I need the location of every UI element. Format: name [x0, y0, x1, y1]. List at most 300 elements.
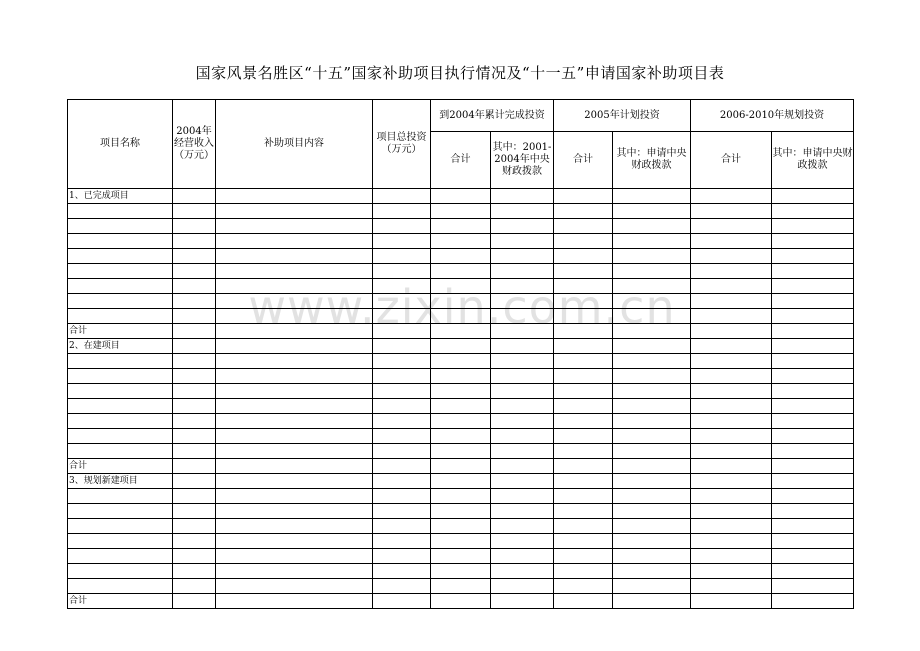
table-cell [554, 294, 613, 309]
table-cell [373, 369, 431, 384]
table-cell [491, 234, 554, 249]
table-cell [173, 309, 216, 324]
table-cell [173, 294, 216, 309]
table-cell [373, 189, 431, 204]
table-cell [431, 219, 491, 234]
table-cell [216, 249, 373, 264]
table-cell [373, 309, 431, 324]
table-row [68, 204, 854, 219]
table-cell [216, 384, 373, 399]
table-row [68, 594, 854, 609]
table-cell [216, 564, 373, 579]
table-cell [613, 414, 691, 429]
row-label [68, 204, 173, 219]
table-cell [772, 294, 854, 309]
table-cell [373, 219, 431, 234]
table-cell [491, 429, 554, 444]
row-label [68, 429, 173, 444]
table-cell [491, 444, 554, 459]
row-label [68, 264, 173, 279]
header-project-name: 项目名称 [68, 100, 173, 189]
table-cell [491, 504, 554, 519]
table-cell [491, 519, 554, 534]
table-cell [431, 489, 491, 504]
watermark: www.zixin.com.cn [248, 280, 676, 334]
table-cell [772, 384, 854, 399]
table-cell [216, 354, 373, 369]
table-cell [216, 339, 373, 354]
table-cell [173, 429, 216, 444]
table-cell [491, 459, 554, 474]
table-cell [491, 219, 554, 234]
table-cell [691, 519, 772, 534]
table-cell [491, 249, 554, 264]
table-cell [554, 279, 613, 294]
table-cell [491, 384, 554, 399]
table-cell [216, 459, 373, 474]
table-cell [491, 294, 554, 309]
table-cell [431, 519, 491, 534]
table-row [68, 309, 854, 324]
table-cell [491, 189, 554, 204]
table-cell [554, 414, 613, 429]
table-cell [613, 579, 691, 594]
table-cell [613, 279, 691, 294]
table-row [68, 369, 854, 384]
table-cell [373, 294, 431, 309]
row-label [68, 249, 173, 264]
row-label [68, 294, 173, 309]
table-cell [691, 264, 772, 279]
table-cell [431, 339, 491, 354]
table-cell [373, 324, 431, 339]
table-cell [613, 444, 691, 459]
table-cell [691, 429, 772, 444]
table-cell [173, 339, 216, 354]
table-cell [554, 444, 613, 459]
table-row [68, 474, 854, 489]
table-cell [613, 219, 691, 234]
table-cell [691, 204, 772, 219]
table-cell [173, 324, 216, 339]
table-cell [373, 249, 431, 264]
table-cell [216, 594, 373, 609]
table-cell [491, 579, 554, 594]
table-cell [431, 474, 491, 489]
header-plan-2006-2010: 2006-2010年规划投资 [691, 100, 854, 132]
row-label: 合计 [68, 594, 173, 609]
table-cell [691, 384, 772, 399]
header-income-2004: 2004年经营收入（万元） [173, 100, 216, 189]
table-cell [173, 534, 216, 549]
table-cell [431, 309, 491, 324]
table-cell [216, 234, 373, 249]
table-cell [373, 594, 431, 609]
table-cell [216, 519, 373, 534]
table-cell [173, 354, 216, 369]
table-cell [373, 579, 431, 594]
table-cell [431, 429, 491, 444]
table-cell [216, 429, 373, 444]
table-cell [554, 369, 613, 384]
table-cell [431, 414, 491, 429]
table-cell [173, 414, 216, 429]
table-cell [772, 444, 854, 459]
table-cell [691, 249, 772, 264]
table-row [68, 549, 854, 564]
header-sub-total: 合计 [431, 132, 491, 189]
table-cell [554, 399, 613, 414]
table-cell [373, 339, 431, 354]
row-label [68, 504, 173, 519]
table-cell [613, 294, 691, 309]
table-cell [373, 384, 431, 399]
table-row [68, 414, 854, 429]
table-row [68, 429, 854, 444]
table-cell [772, 504, 854, 519]
table-cell [613, 264, 691, 279]
table-cell [216, 474, 373, 489]
table-cell [691, 534, 772, 549]
table-cell [613, 459, 691, 474]
table-cell [772, 204, 854, 219]
row-label [68, 309, 173, 324]
row-label [68, 534, 173, 549]
table-cell [431, 594, 491, 609]
table-cell [772, 219, 854, 234]
table-cell [554, 594, 613, 609]
table-cell [173, 264, 216, 279]
table-cell [431, 354, 491, 369]
table-cell [554, 354, 613, 369]
row-label [68, 279, 173, 294]
table-cell [772, 414, 854, 429]
table-cell [216, 309, 373, 324]
table-cell [373, 504, 431, 519]
table-cell [431, 504, 491, 519]
table-cell [491, 369, 554, 384]
row-label [68, 234, 173, 249]
table-cell [554, 534, 613, 549]
table-cell [691, 489, 772, 504]
table-row [68, 324, 854, 339]
table-cell [691, 504, 772, 519]
row-label [68, 384, 173, 399]
row-label [68, 354, 173, 369]
table-cell [554, 309, 613, 324]
row-label [68, 399, 173, 414]
table-cell [216, 204, 373, 219]
table-cell [772, 489, 854, 504]
table-row [68, 384, 854, 399]
row-label: 1、已完成项目 [68, 189, 173, 204]
table-cell [173, 399, 216, 414]
table-cell [613, 189, 691, 204]
table-cell [554, 549, 613, 564]
table-cell [691, 549, 772, 564]
header-plan-2005: 2005年计划投资 [554, 100, 691, 132]
table-cell [173, 369, 216, 384]
table-row [68, 189, 854, 204]
table-cell [431, 249, 491, 264]
table-cell [554, 234, 613, 249]
table-row [68, 489, 854, 504]
table-cell [772, 264, 854, 279]
table-cell [373, 204, 431, 219]
header-cumulative-2004: 到2004年累计完成投资 [431, 100, 554, 132]
table-row [68, 564, 854, 579]
table-cell [613, 249, 691, 264]
table-cell [772, 324, 854, 339]
table-cell [431, 534, 491, 549]
table-cell [173, 279, 216, 294]
table-cell [431, 189, 491, 204]
table-cell [216, 279, 373, 294]
table-cell [373, 519, 431, 534]
table-cell [772, 519, 854, 534]
table-cell [613, 399, 691, 414]
table-cell [373, 429, 431, 444]
table-cell [691, 309, 772, 324]
table-row [68, 219, 854, 234]
table-cell [173, 489, 216, 504]
table-row [68, 459, 854, 474]
table-cell [772, 309, 854, 324]
table-cell [173, 474, 216, 489]
table-cell [491, 339, 554, 354]
table-cell [554, 429, 613, 444]
table-cell [431, 564, 491, 579]
table-cell [772, 234, 854, 249]
table-cell [373, 399, 431, 414]
table-cell [613, 564, 691, 579]
row-label [68, 549, 173, 564]
table-cell [772, 279, 854, 294]
table-cell [491, 354, 554, 369]
table-row [68, 249, 854, 264]
table-cell [691, 339, 772, 354]
table-cell [691, 594, 772, 609]
table-cell [772, 369, 854, 384]
table-cell [173, 234, 216, 249]
table-cell [491, 264, 554, 279]
table-row [68, 519, 854, 534]
table-cell [691, 399, 772, 414]
table-cell [554, 189, 613, 204]
row-label [68, 519, 173, 534]
table-cell [373, 444, 431, 459]
table-cell [216, 264, 373, 279]
table-cell [691, 279, 772, 294]
row-label [68, 489, 173, 504]
table-cell [173, 204, 216, 219]
table-cell [613, 594, 691, 609]
table-cell [491, 279, 554, 294]
table-cell [554, 339, 613, 354]
table-cell [772, 549, 854, 564]
table-cell [613, 324, 691, 339]
header-sub-central-2001-2004: 其中：2001-2004年中央财政拨款 [491, 132, 554, 189]
table-row [68, 444, 854, 459]
table-cell [491, 564, 554, 579]
table-cell [216, 369, 373, 384]
table-row [68, 339, 854, 354]
table-cell [216, 549, 373, 564]
table-cell [772, 354, 854, 369]
header-subsidy-content: 补助项目内容 [216, 100, 373, 189]
table-cell [554, 249, 613, 264]
table-cell [373, 414, 431, 429]
table-row [68, 504, 854, 519]
table-cell [772, 429, 854, 444]
table-cell [431, 279, 491, 294]
table-cell [431, 324, 491, 339]
table-cell [491, 534, 554, 549]
table-cell [554, 219, 613, 234]
row-label [68, 219, 173, 234]
table-cell [373, 564, 431, 579]
table-row [68, 264, 854, 279]
table-cell [173, 519, 216, 534]
table-row [68, 354, 854, 369]
table-cell [173, 189, 216, 204]
table-row [68, 234, 854, 249]
table-cell [431, 204, 491, 219]
header-sub-central-2006: 其中：申请中央财政拨款 [772, 132, 854, 189]
table-cell [772, 579, 854, 594]
table-row [68, 279, 854, 294]
table-cell [613, 429, 691, 444]
table-cell [216, 489, 373, 504]
table-cell [613, 534, 691, 549]
table-cell [613, 369, 691, 384]
table-cell [772, 594, 854, 609]
table-cell [691, 564, 772, 579]
table-cell [772, 474, 854, 489]
table-cell [491, 594, 554, 609]
table-cell [491, 309, 554, 324]
table-cell [772, 399, 854, 414]
table-cell [431, 579, 491, 594]
table-row [68, 579, 854, 594]
table-cell [613, 384, 691, 399]
table-cell [772, 564, 854, 579]
table-cell [431, 399, 491, 414]
table-row [68, 399, 854, 414]
table-cell [173, 444, 216, 459]
table-cell [691, 444, 772, 459]
table-cell [691, 234, 772, 249]
row-label: 合计 [68, 459, 173, 474]
table-cell [431, 549, 491, 564]
table-cell [554, 489, 613, 504]
table-cell [216, 324, 373, 339]
table-cell [613, 309, 691, 324]
table-cell [772, 534, 854, 549]
table-cell [554, 504, 613, 519]
table-cell [373, 534, 431, 549]
table-cell [216, 189, 373, 204]
table-cell [554, 579, 613, 594]
table-cell [216, 444, 373, 459]
table-cell [431, 264, 491, 279]
table-cell [491, 489, 554, 504]
document-title: 国家风景名胜区“十五”国家补助项目执行情况及“十一五”申请国家补助项目表 [195, 64, 725, 82]
table-cell [173, 594, 216, 609]
table-cell [691, 324, 772, 339]
header-sub-central-2005: 其中：申请中央财政拨款 [613, 132, 691, 189]
table-cell [373, 459, 431, 474]
table-cell [173, 249, 216, 264]
table-cell [691, 414, 772, 429]
row-label: 2、在建项目 [68, 339, 173, 354]
table-cell [691, 189, 772, 204]
table-cell [691, 369, 772, 384]
table-cell [613, 474, 691, 489]
row-label [68, 414, 173, 429]
table-cell [173, 504, 216, 519]
table-cell [613, 519, 691, 534]
table-cell [554, 324, 613, 339]
header-row-1 [68, 100, 854, 132]
table-cell [216, 399, 373, 414]
table-cell [173, 549, 216, 564]
table-cell [491, 549, 554, 564]
table-cell [613, 204, 691, 219]
table-cell [613, 354, 691, 369]
table-cell [491, 414, 554, 429]
row-label [68, 579, 173, 594]
table-cell [554, 519, 613, 534]
table-cell [173, 219, 216, 234]
table-cell [491, 399, 554, 414]
table-cell [216, 534, 373, 549]
table-cell [431, 459, 491, 474]
table-cell [216, 414, 373, 429]
row-label: 3、规划新建项目 [68, 474, 173, 489]
table-cell [772, 339, 854, 354]
table-cell [554, 564, 613, 579]
table-cell [173, 579, 216, 594]
table-cell [373, 279, 431, 294]
table-cell [613, 339, 691, 354]
subsidy-project-table [67, 99, 854, 609]
table-cell [613, 504, 691, 519]
table-cell [216, 294, 373, 309]
header-sub-total-2006: 合计 [691, 132, 772, 189]
table-cell [373, 354, 431, 369]
table-cell [554, 264, 613, 279]
table-cell [216, 504, 373, 519]
table-cell [772, 189, 854, 204]
table-cell [772, 459, 854, 474]
table-cell [173, 564, 216, 579]
table-cell [554, 474, 613, 489]
table-cell [691, 354, 772, 369]
table-cell [431, 369, 491, 384]
table-cell [216, 579, 373, 594]
row-label [68, 369, 173, 384]
table-cell [691, 219, 772, 234]
table-cell [613, 489, 691, 504]
table-row [68, 534, 854, 549]
table-cell [173, 384, 216, 399]
row-label: 合计 [68, 324, 173, 339]
table-cell [691, 294, 772, 309]
table-cell [373, 474, 431, 489]
table-cell [431, 234, 491, 249]
table-cell [373, 264, 431, 279]
